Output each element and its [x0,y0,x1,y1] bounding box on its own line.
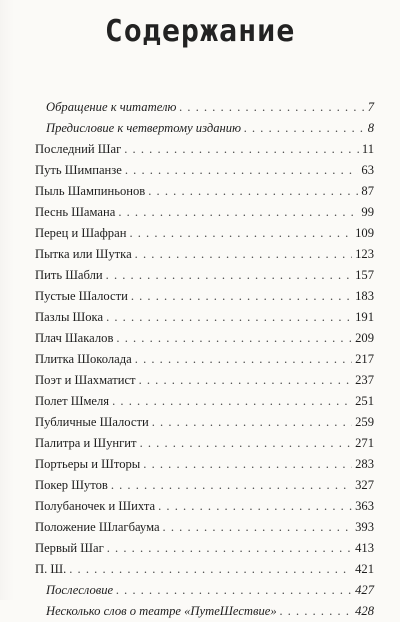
toc-entry-title: Плач Шакалов [35,331,114,345]
toc-entry-page: 183 [355,289,374,303]
toc-entry-page: 283 [355,457,374,471]
toc-entry [35,327,374,349]
toc-entry-page: 63 [361,163,374,177]
toc-leader-dots [129,222,352,244]
toc-entry [35,390,374,412]
toc-entry-title: Положение Шлагбаума [35,520,160,534]
toc-leader-dots [125,159,359,181]
toc-entry [46,600,374,622]
toc-entry-page: 191 [355,310,374,324]
toc-entry-title: Пить Шабли [35,268,103,282]
toc-leader-dots [124,138,359,160]
toc-entry-page: 8 [367,121,374,135]
toc-entry-page: 271 [355,436,374,450]
toc-entry-page: 413 [355,541,374,555]
toc-entry-page: 363 [355,499,374,513]
toc-entry-title: Портьеры и Шторы [35,457,141,471]
toc-entry [35,474,374,496]
show-through-text [130,58,390,92]
toc-entry-title: Путь Шимпанзе [35,163,122,177]
toc-leader-dots [116,579,352,601]
toc-entry [35,243,374,265]
toc-leader-dots [143,453,352,475]
toc-entry [35,264,374,286]
toc-leader-dots [118,201,358,223]
toc-entry-title: Палитра и Шунгит [35,436,137,450]
toc-leader-dots [106,306,352,328]
toc-entry-title: Полет Шмеля [35,394,110,408]
toc-entry-title: П. Ш. [35,562,67,576]
toc-leader-dots [148,180,358,202]
toc-entry [35,348,374,370]
toc-entry [35,285,374,307]
toc-entry-page: 237 [355,373,374,387]
toc-entry-title: Первый Шаг [35,541,104,555]
toc-entry-title: Пытка или Шутка [35,247,132,261]
toc-entry-title: Песнь Шамана [35,205,116,219]
toc-entry [35,495,374,517]
toc-entry [35,369,374,391]
toc-entry [35,516,374,538]
toc-entry-title: Полубаночек и Шихта [35,499,156,513]
toc-leader-dots [280,600,352,622]
toc-leader-dots [158,495,352,517]
toc-entry-page: 157 [355,268,374,282]
toc-entry-page: 123 [355,247,374,261]
toc-leader-dots [135,243,352,265]
toc-entry-page: 251 [355,394,374,408]
toc-entry-title: Пустые Шалости [35,289,128,303]
toc-entry [35,537,374,559]
toc-leader-dots [244,117,365,139]
toc-entry-page: 209 [355,331,374,345]
toc-entry-title: Покер Шутов [35,478,108,492]
toc-entry-title: Публичные Шалости [35,415,149,429]
toc-entry [35,558,374,580]
toc-entry [35,222,374,244]
toc-entry-page: 428 [355,604,374,618]
toc-entry-title: Несколько слов о театре «ПутеШествие» [46,604,277,618]
toc-entry-page: 393 [355,520,374,534]
toc-entry-title: Предисловие к четвертому изданию [46,121,241,135]
toc-leader-dots [140,432,353,454]
toc-entry-title: Перец и Шафран [35,226,127,240]
page-title: Содержание [104,14,296,49]
toc-entry-page: 99 [361,205,374,219]
toc-leader-dots [112,390,352,412]
toc-leader-dots [139,369,353,391]
toc-entry [35,411,374,433]
toc-entry-title: Пазлы Шока [35,310,104,324]
toc-leader-dots [69,558,352,580]
toc-entry-title: Обращение к читателю [46,100,177,114]
toc-entry [35,453,374,475]
toc-entry-page: 427 [355,583,374,597]
toc-entry [35,432,374,454]
toc-leader-dots [111,474,352,496]
toc-entry-title: Пыль Шампиньонов [35,184,146,198]
toc-entry-title: Послесловие [46,583,114,597]
toc-leader-dots [152,411,352,433]
toc-entry-title: Поэт и Шахматист [35,373,136,387]
toc-leader-dots [106,264,352,286]
toc-entry-page: 327 [355,478,374,492]
toc-leader-dots [131,285,352,307]
toc-leader-dots [107,537,352,559]
toc-leader-dots [179,96,364,118]
toc-entry [35,306,374,328]
toc-entry-page: 217 [355,352,374,366]
toc-entry-page: 421 [355,562,374,576]
toc-entry-title: Последний Шаг [35,142,122,156]
toc-entry [46,117,374,139]
toc-entry [46,579,374,601]
toc-leader-dots [135,348,352,370]
toc-entry [35,180,374,202]
toc-entry-title: Плитка Шоколада [35,352,132,366]
toc-entry-page: 7 [367,100,374,114]
toc-entry [35,138,374,160]
toc-entry-page: 259 [355,415,374,429]
toc-leader-dots [163,516,353,538]
toc-entry-page: 87 [361,184,374,198]
toc-leader-dots [116,327,352,349]
toc-entry [35,201,374,223]
toc-entry [35,159,374,181]
toc-entry [46,96,374,118]
toc-entry-page: 109 [355,226,374,240]
toc-entry-page: 11 [361,142,374,156]
